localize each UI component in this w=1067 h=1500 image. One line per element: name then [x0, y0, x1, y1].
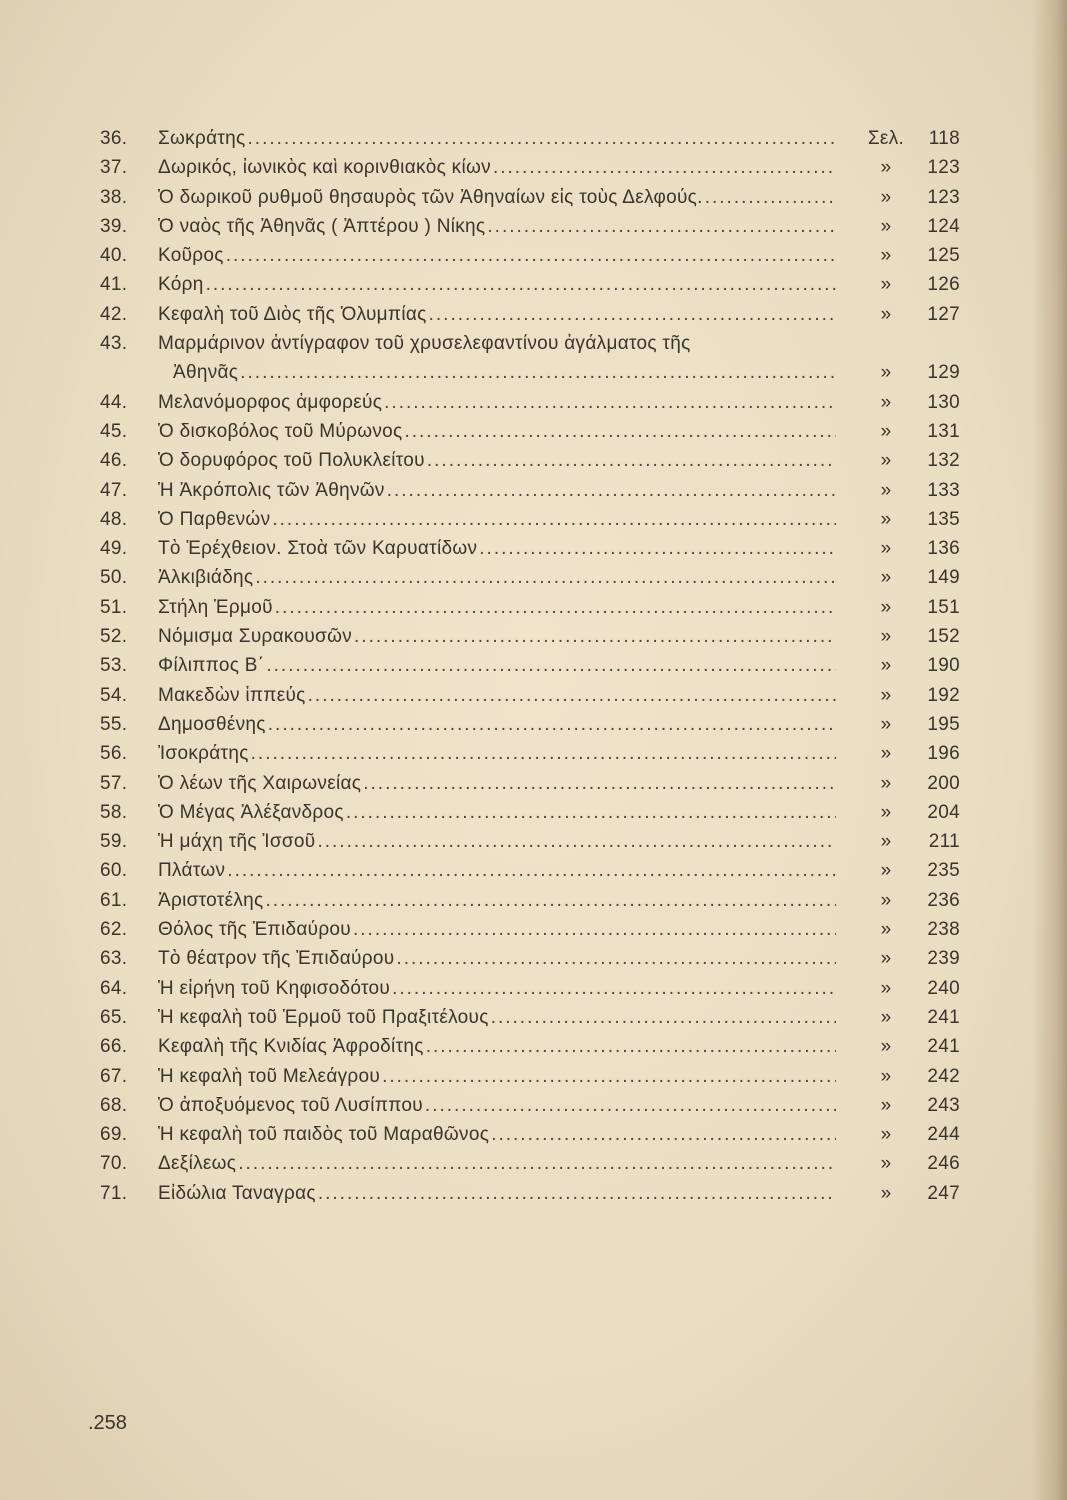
leader-dots [427, 446, 836, 475]
entry-title-line [158, 798, 836, 827]
list-item [100, 329, 970, 388]
entry-page-number: 127 [927, 303, 960, 325]
entry-page-number: 130 [927, 391, 960, 413]
entry-number: 56. [100, 743, 128, 765]
entry-title: Ἡ κεφαλὴ τοῦ Μελεάγρου [158, 1065, 381, 1087]
list-item [100, 183, 970, 212]
leader-dots [275, 593, 836, 622]
leader-dots [426, 1032, 836, 1061]
entry-title-line [158, 417, 836, 446]
list-item [100, 563, 970, 592]
entry-title-line [158, 505, 836, 534]
entry-title-line [158, 593, 836, 622]
ditto-mark: » [880, 391, 892, 413]
ditto-mark: » [880, 1094, 892, 1116]
list-item [100, 388, 970, 417]
entry-number: 44. [100, 391, 128, 413]
leader-dots [382, 1062, 836, 1091]
entry-title-wrap [158, 124, 836, 153]
entry-title-wrap [158, 710, 836, 739]
entry-title-wrap [158, 212, 836, 241]
ditto-mark: » [880, 157, 892, 179]
ditto-mark: » [880, 743, 892, 765]
entry-title: Ἡ μάχη τῆς Ἰσσοῦ [158, 831, 316, 853]
entry-page-number: 235 [927, 860, 960, 882]
entry-title: Στήλη Ἑρμοῦ [158, 596, 273, 618]
ditto-mark: » [880, 245, 892, 267]
entry-title-wrap [158, 827, 836, 856]
ditto-mark: » [880, 186, 892, 208]
entry-title: Σωκράτης [158, 128, 246, 149]
entry-number: 57. [100, 772, 128, 794]
entry-page-number: 118 [928, 128, 960, 149]
page-edge-shadow [1031, 0, 1067, 1500]
list-item [100, 300, 970, 329]
entry-title-line [158, 534, 836, 563]
entry-title: Φίλιππος Β΄ [158, 655, 265, 677]
entry-title-line [158, 563, 836, 592]
entry-page-number: 242 [927, 1065, 960, 1087]
entry-number: 38. [100, 186, 128, 208]
leader-dots [396, 944, 836, 973]
list-item [100, 270, 970, 299]
entry-title-line [158, 1003, 836, 1032]
entry-page-number: 192 [927, 684, 960, 706]
entry-title-wrap [158, 534, 836, 563]
entry-title-line [158, 739, 836, 768]
leader-dots [479, 534, 836, 563]
entry-title: Ὁ δωρικοῦ ρυθμοῦ θησαυρὸς τῶν Ἀθηναίων εἰς τοὺς Δελφούς. [158, 186, 703, 208]
entry-title: Ὁ Παρθενών [158, 508, 271, 530]
entry-page-number: 149 [927, 567, 960, 589]
page-folio-number: .258 [88, 1412, 127, 1434]
list-item [100, 505, 970, 534]
entry-page-number: 129 [927, 362, 960, 384]
entry-title: Τὸ θέατρον τῆς Ἐπιδαύρου [158, 948, 395, 970]
entry-title-wrap [158, 1003, 836, 1032]
entry-page-number: 196 [927, 743, 960, 765]
entry-page-number: 240 [927, 977, 960, 999]
entry-number: 51. [100, 596, 128, 618]
entry-title-wrap [158, 270, 836, 299]
entry-title-wrap [158, 739, 836, 768]
entry-number: 71. [100, 1182, 128, 1204]
entry-title-line [158, 153, 836, 182]
leader-dots [266, 651, 836, 680]
entry-title: Εἰδώλια Ταναγρας [158, 1182, 316, 1204]
entry-title: Δημοσθένης [158, 713, 266, 735]
ditto-mark: » [880, 919, 892, 941]
entry-page-number: 123 [927, 157, 960, 179]
leader-dots [353, 915, 836, 944]
leader-dots [248, 124, 836, 153]
entry-title-wrap [158, 681, 836, 710]
ditto-mark: » [880, 1006, 892, 1028]
list-item [100, 153, 970, 182]
entry-title-line [158, 651, 836, 680]
entry-number: 45. [100, 420, 128, 442]
entry-title-line [158, 827, 836, 856]
entry-page-number: 243 [927, 1094, 960, 1116]
list-item [100, 915, 970, 944]
entry-number: 59. [100, 831, 128, 853]
list-item [100, 593, 970, 622]
entry-number: 49. [100, 538, 128, 560]
list-item [100, 1179, 970, 1208]
entry-title-line [158, 681, 836, 710]
entry-page-number: 204 [927, 801, 960, 823]
entry-title: Ἡ εἰρήνη τοῦ Κηφισοδότου [158, 977, 391, 999]
entry-title-wrap [158, 241, 836, 270]
entry-title: Ὁ δισκοβόλος τοῦ Μύρωνος [158, 420, 403, 442]
leader-dots [387, 476, 836, 505]
ditto-mark: » [880, 538, 892, 560]
entry-page-number: 190 [927, 655, 960, 677]
entry-title-line [158, 622, 836, 651]
list-item [100, 769, 970, 798]
entry-title-wrap [158, 505, 836, 534]
list-item [100, 974, 970, 1003]
entry-title-line [158, 329, 836, 358]
entry-number: 61. [100, 889, 128, 911]
ditto-mark: » [880, 655, 892, 677]
leader-dots [317, 827, 836, 856]
entry-title-wrap [158, 651, 836, 680]
entry-title-line [158, 212, 836, 241]
entry-title: Ἡ Ἀκρόπολις τῶν Ἀθηνῶν [158, 479, 385, 501]
list-item [100, 1003, 970, 1032]
entry-number: 53. [100, 655, 128, 677]
ditto-mark: » [880, 508, 892, 530]
list-item [100, 710, 970, 739]
leader-dots [265, 886, 836, 915]
entry-title-line [158, 358, 836, 387]
entry-title-wrap [158, 153, 836, 182]
leader-dots [425, 1091, 836, 1120]
entry-page-number: 124 [927, 215, 960, 237]
leader-dots [487, 212, 836, 241]
entry-number: 46. [100, 450, 128, 472]
entry-title: Ἀριστοτέλης [158, 889, 264, 911]
entry-title: Ὁ ἀποξυόμενος τοῦ Λυσίππου [158, 1094, 423, 1116]
entry-title-line [158, 944, 836, 973]
entry-page-number: 133 [927, 479, 960, 501]
entry-number: 36. [100, 128, 128, 149]
entry-title-wrap [158, 1149, 836, 1178]
entry-page-number: 126 [927, 274, 960, 296]
entry-number: 65. [100, 1006, 128, 1028]
leader-dots [318, 1179, 836, 1208]
leader-dots [240, 358, 836, 387]
list-item [100, 241, 970, 270]
entry-title-wrap [158, 1062, 836, 1091]
list-item [100, 124, 970, 153]
entry-number: 66. [100, 1036, 128, 1058]
entry-title: Μαρμάρινον ἀντίγραφον τοῦ χρυσελεφαντίνου ἀγάλματος τῆς [158, 333, 691, 355]
table-of-illustrations [100, 124, 970, 1208]
entry-page-number: 123 [927, 186, 960, 208]
ditto-mark: Σελ. [867, 128, 905, 149]
entry-page-number: 151 [927, 596, 960, 618]
list-item [100, 1062, 970, 1091]
leader-dots [429, 300, 836, 329]
entry-number: 50. [100, 567, 128, 589]
list-item [100, 886, 970, 915]
entry-title: Τὸ Ἐρέχθειον. Στοὰ τῶν Καρυατίδων [158, 538, 478, 560]
list-item [100, 681, 970, 710]
entry-number: 48. [100, 508, 128, 530]
entry-page-number: 239 [927, 948, 960, 970]
entry-title-line [158, 1062, 836, 1091]
entry-number: 52. [100, 626, 128, 648]
entry-number: 40. [100, 245, 128, 267]
entry-title-line [158, 886, 836, 915]
entry-page-number: 131 [927, 420, 960, 442]
leader-dots [227, 856, 836, 885]
entry-title: Ὁ ναὸς τῆς Ἀθηνᾶς ( Ἀπτέρου ) Νίκης [158, 215, 486, 237]
entry-title: Θόλος τῆς Ἐπιδαύρου [158, 919, 351, 941]
entry-page-number: 152 [927, 626, 960, 648]
entry-title: Κόρη [158, 274, 204, 296]
entry-number: 69. [100, 1124, 128, 1146]
list-item [100, 1149, 970, 1178]
entry-number: 41. [100, 274, 128, 296]
ditto-mark: » [880, 713, 892, 735]
leader-dots [392, 974, 836, 1003]
ditto-mark: » [880, 889, 892, 911]
entry-number: 62. [100, 919, 128, 941]
ditto-mark: » [880, 303, 892, 325]
ditto-mark: » [880, 772, 892, 794]
entry-title-wrap [158, 1032, 836, 1061]
entry-title-line [158, 476, 836, 505]
list-item [100, 417, 970, 446]
entry-title-wrap [158, 476, 836, 505]
entry-title-line [158, 1032, 836, 1061]
entry-number: 64. [100, 977, 128, 999]
ditto-mark: » [880, 274, 892, 296]
list-item [100, 798, 970, 827]
leader-dots [346, 798, 836, 827]
entry-title: Νόμισμα Συρακουσῶν [158, 626, 353, 648]
list-item [100, 651, 970, 680]
entry-title-line [158, 446, 836, 475]
entry-page-number: 236 [927, 889, 960, 911]
entry-title: Ἡ κεφαλὴ τοῦ παιδὸς τοῦ Μαραθῶνος [158, 1124, 490, 1146]
entry-title-wrap [158, 563, 836, 592]
entry-title: Κεφαλὴ τοῦ Διὸς τῆς Ὀλυμπίας [158, 303, 427, 325]
entry-title: Δεξίλεως [158, 1153, 237, 1175]
entry-title-line [158, 1120, 836, 1149]
entry-title-line [158, 710, 836, 739]
entry-page-number: 135 [927, 508, 960, 530]
entry-number: 39. [100, 215, 128, 237]
leader-dots [354, 622, 836, 651]
entry-title-wrap [158, 944, 836, 973]
entry-title-wrap [158, 856, 836, 885]
leader-dots [251, 739, 836, 768]
entry-number: 54. [100, 684, 128, 706]
leader-dots [226, 241, 836, 270]
entry-number: 47. [100, 479, 128, 501]
entry-title-wrap [158, 593, 836, 622]
entry-page-number: 200 [927, 772, 960, 794]
entry-title: Ὁ δορυφόρος τοῦ Πολυκλείτου [158, 450, 425, 472]
entry-title: Κοῦρος [158, 245, 224, 267]
leader-dots [363, 769, 836, 798]
entry-page-number: 211 [928, 831, 960, 853]
ditto-mark: » [880, 567, 892, 589]
entry-title: Ἀλκιβιάδης [158, 567, 254, 589]
entry-title-wrap [158, 798, 836, 827]
entry-number: 63. [100, 948, 128, 970]
entry-title-wrap [158, 417, 836, 446]
entry-title-wrap [158, 388, 836, 417]
ditto-mark: » [880, 479, 892, 501]
ditto-mark: » [880, 801, 892, 823]
entry-title-wrap [158, 1120, 836, 1149]
entry-title: Ἰσοκράτης [158, 743, 249, 765]
entry-number: 58. [100, 801, 128, 823]
list-item [100, 827, 970, 856]
list-item [100, 446, 970, 475]
entry-page-number: 238 [927, 919, 960, 941]
entry-title-line [158, 856, 836, 885]
ditto-mark: » [880, 1036, 892, 1058]
list-item [100, 856, 970, 885]
ditto-mark: » [880, 596, 892, 618]
entry-title: Δωρικός, ἰωνικὸς καὶ κορινθιακὸς κίων [158, 157, 491, 179]
entry-page-number: 125 [927, 245, 960, 267]
entry-title-wrap [158, 886, 836, 915]
entry-title-line [158, 1091, 836, 1120]
entry-title-wrap [158, 183, 836, 212]
entry-title-line [158, 270, 836, 299]
list-item [100, 1032, 970, 1061]
leader-dots [206, 270, 836, 299]
ditto-mark: » [880, 948, 892, 970]
list-item [100, 212, 970, 241]
entry-title-wrap [158, 329, 836, 387]
entry-page-number: 132 [927, 450, 960, 472]
entry-number: 37. [100, 157, 128, 179]
leader-dots [238, 1149, 836, 1178]
leader-dots [491, 1120, 836, 1149]
list-item [100, 739, 970, 768]
entry-title-line [158, 183, 836, 212]
entry-title: Ἡ κεφαλὴ τοῦ Ἑρμοῦ τοῦ Πραξιτέλους [158, 1006, 489, 1028]
ditto-mark: » [880, 977, 892, 999]
ditto-mark: » [880, 831, 892, 853]
leader-dots [705, 183, 836, 212]
leader-dots [255, 563, 836, 592]
list-item [100, 1091, 970, 1120]
entry-title-line [158, 769, 836, 798]
entry-title: Πλάτων [158, 860, 226, 882]
entry-number: 42. [100, 303, 128, 325]
entry-title-continuation: Ἀθηνᾶς [173, 362, 239, 384]
leader-dots [268, 710, 836, 739]
ditto-mark: » [880, 1065, 892, 1087]
entry-number: 43. [100, 333, 128, 355]
entry-title-line [158, 388, 836, 417]
ditto-mark: » [880, 626, 892, 648]
leader-dots [384, 388, 836, 417]
entry-title: Ὁ Μέγας Ἀλέξανδρος [158, 801, 344, 823]
entry-title-wrap [158, 915, 836, 944]
entry-page-number: 241 [927, 1006, 960, 1028]
ditto-mark: » [880, 420, 892, 442]
entry-number: 67. [100, 1065, 128, 1087]
entry-title: Μακεδὼν ἱππεύς [158, 684, 306, 706]
entry-title-line [158, 974, 836, 1003]
entry-title: Ὁ λέων τῆς Χαιρωνείας [158, 772, 362, 794]
entry-title: Μελανόμορφος ἀμφορεύς [158, 391, 383, 413]
entry-title-line [158, 1179, 836, 1208]
list-item [100, 476, 970, 505]
entry-title: Κεφαλὴ τῆς Κνιδίας Ἀφροδίτης [158, 1036, 424, 1058]
entry-title-line [158, 124, 836, 153]
entry-title-line [158, 300, 836, 329]
ditto-mark: » [880, 450, 892, 472]
ditto-mark: » [880, 860, 892, 882]
list-item [100, 534, 970, 563]
leader-dots [404, 417, 836, 446]
entry-page-number: 244 [927, 1124, 960, 1146]
entry-title-line [158, 1149, 836, 1178]
ditto-mark: » [880, 1182, 892, 1204]
entry-page-number: 246 [927, 1153, 960, 1175]
entry-number: 70. [100, 1153, 128, 1175]
entry-title-wrap [158, 446, 836, 475]
entry-title-wrap [158, 1179, 836, 1208]
entry-page-number: 247 [927, 1182, 960, 1204]
list-item [100, 944, 970, 973]
entry-number: 68. [100, 1094, 128, 1116]
entry-number: 60. [100, 860, 128, 882]
list-item [100, 1120, 970, 1149]
leader-dots [493, 153, 836, 182]
leader-dots [272, 505, 836, 534]
entry-page-number: 136 [927, 538, 960, 560]
entry-title-wrap [158, 300, 836, 329]
entry-title-line [158, 915, 836, 944]
entry-title-wrap [158, 622, 836, 651]
leader-dots [308, 681, 836, 710]
entry-title-wrap [158, 1091, 836, 1120]
ditto-mark: » [880, 1124, 892, 1146]
leader-dots [491, 1003, 836, 1032]
entry-title-wrap [158, 974, 836, 1003]
ditto-mark: » [880, 1153, 892, 1175]
entry-title-line [158, 241, 836, 270]
ditto-mark: » [880, 362, 892, 384]
ditto-mark: » [880, 684, 892, 706]
list-item [100, 622, 970, 651]
entry-page-number: 195 [927, 713, 960, 735]
ditto-mark: » [880, 215, 892, 237]
entry-title-wrap [158, 769, 836, 798]
entry-page-number: 241 [927, 1036, 960, 1058]
entry-number: 55. [100, 713, 128, 735]
